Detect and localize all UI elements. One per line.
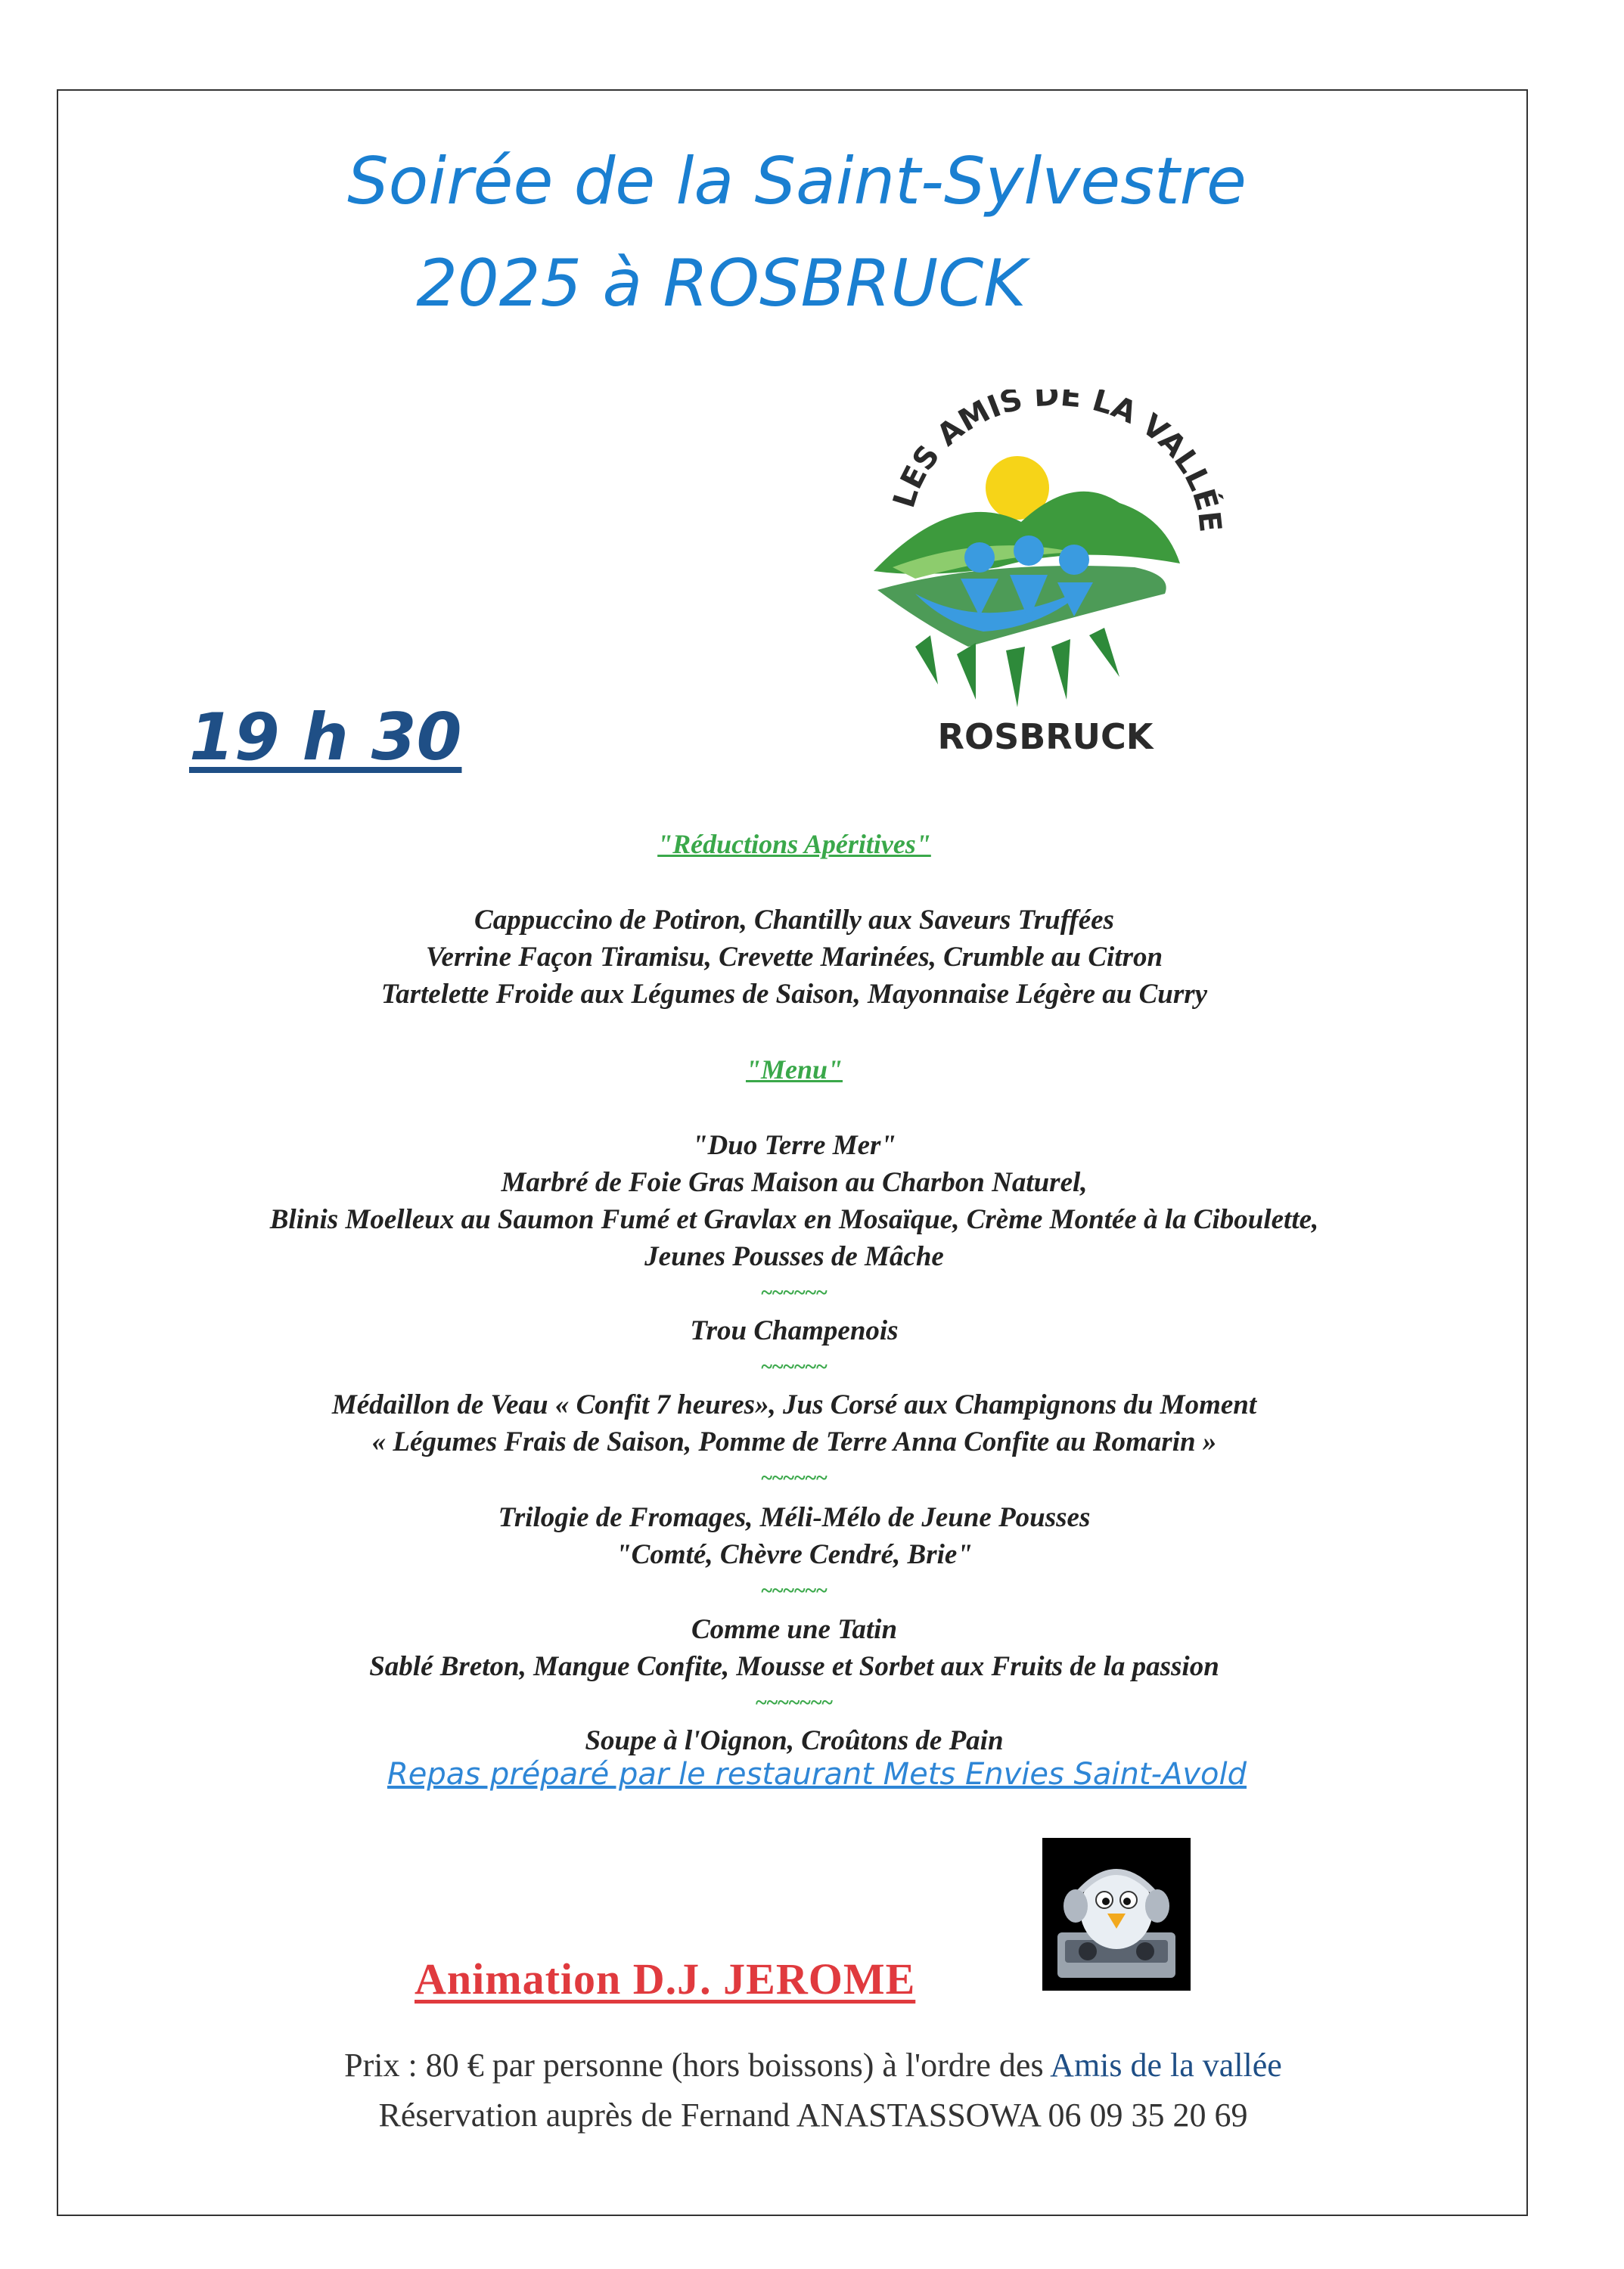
- aperitif-item: Verrine Façon Tiramisu, Crevette Marinées, Crumble au Citron: [425, 942, 1163, 973]
- menu-line: Blinis Moelleux au Saumon Fumé et Gravlax en Mosaïque, Crème Montée à la Ciboulette,: [269, 1204, 1319, 1235]
- start-time: 19 h 30: [189, 700, 462, 775]
- reservation-line: Réservation auprès de Fernand ANASTASSOWA 06 09 35 20 69: [378, 2097, 1248, 2134]
- menu-line: « Légumes Frais de Saison, Pomme de Terre Anna Confite au Romarin »: [371, 1426, 1217, 1457]
- menu-line: Jeunes Pousses de Mâche: [644, 1241, 944, 1272]
- aperitif-item: Cappuccino de Potiron, Chantilly aux Saveurs Truffées: [474, 905, 1114, 936]
- prepared-by-note: Repas préparé par le restaurant Mets Envies Saint-Avold: [387, 1757, 1247, 1792]
- section-menu-heading: "Menu": [745, 1054, 843, 1085]
- price-line: [76, 2046, 1551, 2084]
- menu-line: Sablé Breton, Mangue Confite, Mousse et Sorbet aux Fruits de la passion: [369, 1651, 1219, 1682]
- menu-line: "Duo Terre Mer": [692, 1130, 896, 1161]
- course-separator: ~~~~~~: [761, 1579, 828, 1603]
- course-separator: ~~~~~~~: [756, 1691, 833, 1715]
- logo-name: ROSBRUCK: [937, 716, 1154, 757]
- price-payee: Amis de la vallée: [1050, 2047, 1282, 2084]
- course-separator: ~~~~~~: [761, 1355, 828, 1379]
- club-logo: [847, 390, 1241, 760]
- dj-penguin-image: [1042, 1838, 1191, 1991]
- menu-line: Soupe à l'Oignon, Croûtons de Pain: [585, 1725, 1004, 1756]
- aperitif-item: Tartelette Froide aux Légumes de Saison, Mayonnaise Légère au Curry: [380, 979, 1208, 1010]
- section-aperitifs-heading: "Réductions Apéritives": [657, 829, 931, 859]
- person-icon: [1059, 545, 1089, 575]
- menu-line: Trilogie de Fromages, Méli-Mélo de Jeune Pousses: [498, 1502, 1091, 1533]
- person-icon: [964, 542, 995, 573]
- page-title-line2: 2025 à ROSBRUCK: [416, 246, 1026, 321]
- menu-line: Trou Champenois: [690, 1315, 899, 1346]
- price-text: Prix : 80 € par personne (hors boissons) à l'ordre des: [344, 2047, 1051, 2084]
- page-title-line1: Soirée de la Saint-Sylvestre: [347, 144, 1247, 219]
- menu-line: Marbré de Foie Gras Maison au Charbon Naturel,: [501, 1167, 1088, 1198]
- logo-arc-text: LES AMIS DE LA VALLÉE: [887, 390, 1228, 534]
- menu-line: "Comté, Chèvre Cendré, Brie": [616, 1539, 973, 1570]
- course-separator: ~~~~~~: [761, 1467, 828, 1490]
- menu-line: Médaillon de Veau « Confit 7 heures», Jus Corsé aux Champignons du Moment: [331, 1389, 1257, 1420]
- animation-dj-title: Animation D.J. JEROME: [415, 1954, 916, 2004]
- menu-line: Comme une Tatin: [691, 1614, 898, 1645]
- person-icon: [1014, 535, 1044, 566]
- course-separator: ~~~~~~: [761, 1281, 828, 1305]
